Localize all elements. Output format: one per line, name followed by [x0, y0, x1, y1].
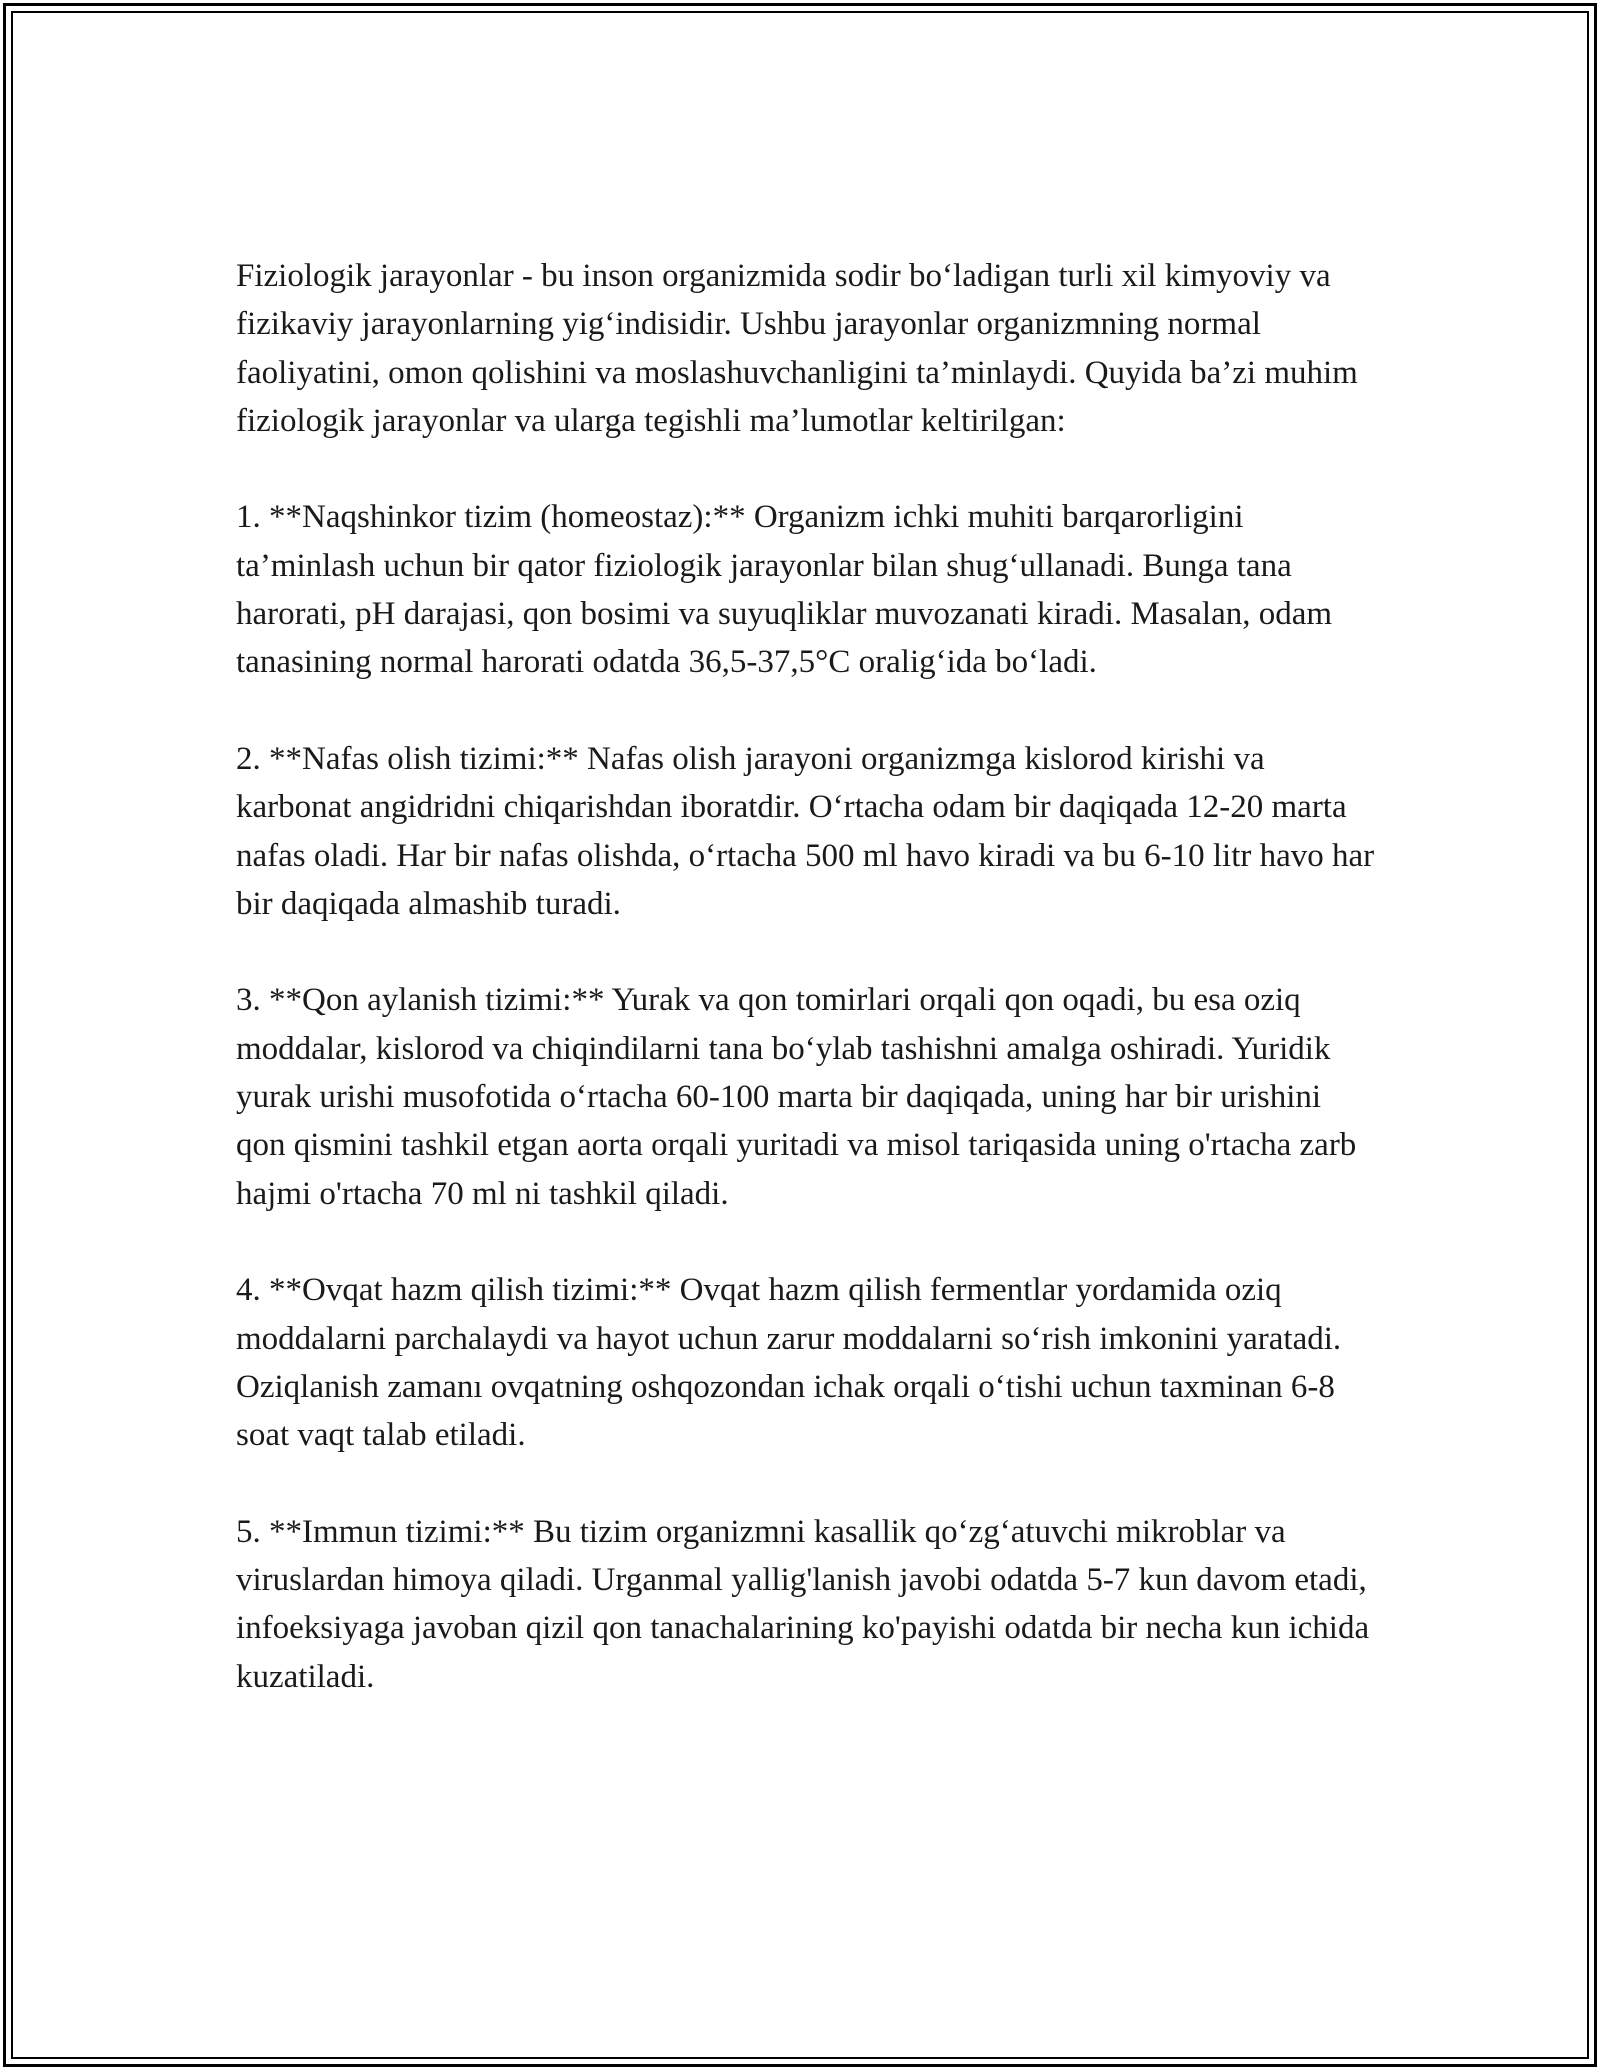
immune-paragraph: 5. **Immun tizimi:** Bu tizim organizmni kasallik qoʻzgʻatuvchi mikroblar va viruslardan himoya qiladi. Urganmal yallig'lanish javobi odatda 5-7 kun davom etadi, infoeksiyaga javoban qizil qon tanachalarining ko'payishi odatda bir necha kun ichida kuzatiladi.: [236, 1513, 1370, 1695]
intro-paragraph: Fiziologik jarayonlar - bu inson organizmida sodir boʻladigan turli xil kimyoviy va fizikaviy jarayonlarning yigʻindisidir. Ushbu jarayonlar organizmning normal faoliyatini, omon qolishini va moslashuvchanligini ta’minlaydi. Quyida ba’zi muhim fiziologik jarayonlar va ularga tegishli ma’lumotlar keltirilgan:: [236, 258, 1358, 439]
respiratory-paragraph: 2. **Nafas olish tizimi:** Nafas olish jarayoni organizmga kislorod kirishi va karbonat angidridni chiqarishdan iboratdir. Oʻrtacha odam bir daqiqada 12-20 marta nafas oladi. Har bir nafas olishda, oʻrtacha 500 ml havo kiradi va bu 6-10 litr havo har bir daqiqada almashib turadi.: [236, 740, 1375, 922]
document-body: [236, 252, 1376, 1749]
homeostasis-paragraph: 1. **Naqshinkor tizim (homeostaz):** Organizm ichki muhiti barqarorligini ta’minlash uchun bir qator fiziologik jarayonlar bilan shugʻullanadi. Bunga tana harorati, pH darajasi, qon bosimi va suyuqliklar muvozanati kiradi. Masalan, odam tanasining normal harorati odatda 36,5-37,5°C oraligʻida boʻladi.: [236, 499, 1333, 681]
digestive-paragraph: 4. **Ovqat hazm qilish tizimi:** Ovqat hazm qilish fermentlar yordamida oziq moddalarni parchalaydi va hayot uchun zarur moddalarni soʻrish imkonini yaratadi. Oziqlanish zamanı ovqatning oshqozondan ichak orqali oʻtishi uchun taxminan 6-8 soat vaqt talab etiladi.: [236, 1272, 1342, 1454]
circulatory-paragraph: 3. **Qon aylanish tizimi:** Yurak va qon tomirlari orqali qon oqadi, bu esa oziq moddalar, kislorod va chiqindilarni tana boʻylab tashishni amalga oshiradi. Yuridik yurak urishi musofotida oʻrtacha 60-100 marta bir daqiqada, uning har bir urishini qon qismini tashkil etgan aorta orqali yuritadi va misol tariqasida uning o'rtacha zarb hajmi o'rtacha 70 ml ni tashkil qiladi.: [236, 982, 1357, 1212]
